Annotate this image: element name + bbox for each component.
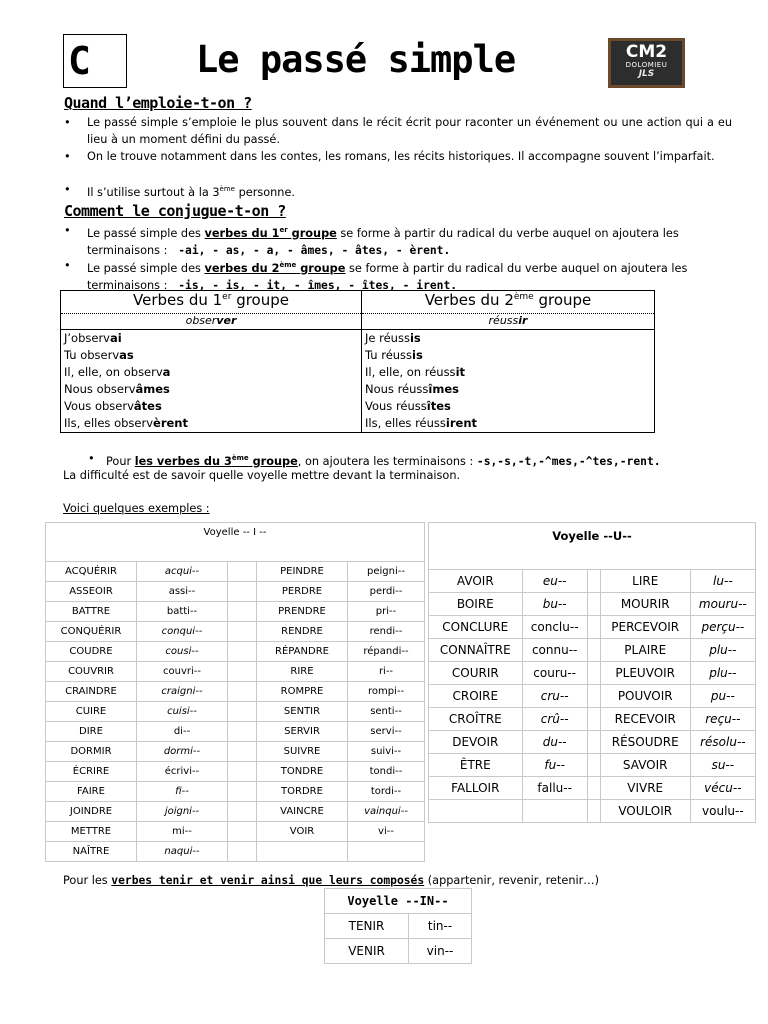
verb-stem: reçu--	[690, 708, 755, 731]
spacer-cell	[587, 616, 600, 639]
section2-bullet-2	[64, 257, 732, 294]
verb-infinitive: METTRE	[46, 822, 137, 842]
verb-stem: tondi--	[348, 762, 425, 782]
spacer-cell	[587, 777, 600, 800]
verb-infinitive: CONQUÉRIR	[46, 622, 137, 642]
vowel-in-title: Voyelle --IN--	[325, 889, 472, 914]
verb-stem: pu--	[690, 685, 755, 708]
conjugation-row: Vous réussîtes	[365, 399, 451, 413]
group2-conjugation	[362, 330, 655, 433]
table-row	[429, 639, 756, 662]
conjugation-ending: as	[119, 348, 134, 362]
spacer-cell	[228, 562, 257, 582]
verb-stem: conclu--	[522, 616, 587, 639]
vowel-u-table	[428, 522, 756, 823]
spacer-cell	[228, 602, 257, 622]
conjugation-ending: îtes	[426, 399, 451, 413]
conjugation-ending: is	[412, 348, 423, 362]
bullet-text: Le passé simple des verbes du 1er groupe se forme à partir du radical du verbe auquel on ajoutera les terminaisons : -ai, - as, - a, - âmes, - âtes, - èrent.	[87, 226, 679, 257]
verb-stem: voulu--	[690, 800, 755, 823]
verb-stem: fu--	[522, 754, 587, 777]
verb-infinitive: DIRE	[46, 722, 137, 742]
verb-infinitive: DEVOIR	[429, 731, 523, 754]
vowel-in-table	[324, 888, 472, 964]
verb-stem: du--	[522, 731, 587, 754]
verb-infinitive: FAIRE	[46, 782, 137, 802]
table-row	[429, 570, 756, 593]
spacer-cell	[228, 802, 257, 822]
verb-infinitive: RÉPANDRE	[257, 642, 348, 662]
verb-infinitive: SERVIR	[257, 722, 348, 742]
verb-infinitive: DORMIR	[46, 742, 137, 762]
verb-stem: cru--	[522, 685, 587, 708]
verb-stem: pri--	[348, 602, 425, 622]
table-row	[429, 662, 756, 685]
verb-stem: senti--	[348, 702, 425, 722]
verb-infinitive: SAVOIR	[600, 754, 690, 777]
verb-stem: dormi--	[137, 742, 228, 762]
vowel-u-title: Voyelle --U--	[429, 523, 756, 570]
table-row	[46, 702, 425, 722]
verb-stem: peigni--	[348, 562, 425, 582]
logo-line3: JLS	[638, 69, 655, 79]
verb-infinitive: ACQUÉRIR	[46, 562, 137, 582]
conjugation-row: Tu réussis	[365, 348, 423, 362]
bullet-text: On le trouve notamment dans les contes, les romans, les récits historiques. Il accompagne souvent l’imparfait.	[87, 150, 715, 163]
table-row	[46, 682, 425, 702]
verb-stem: naqui--	[137, 842, 228, 862]
bullet-dot: •	[64, 116, 71, 129]
empty-cell	[257, 842, 348, 862]
verb-stem: plu--	[690, 662, 755, 685]
page-title: Le passé simple	[196, 38, 516, 81]
bullet-dot: •	[64, 259, 71, 272]
verb-stem: craigni--	[137, 682, 228, 702]
verb-stem: bu--	[522, 593, 587, 616]
verb-infinitive: POUVOIR	[600, 685, 690, 708]
verb-stem: cuisi--	[137, 702, 228, 722]
verb-stem: vainqui--	[348, 802, 425, 822]
verb-infinitive: RENDRE	[257, 622, 348, 642]
table-row	[46, 842, 425, 862]
verb-infinitive: TENIR	[325, 914, 409, 939]
table-row	[46, 742, 425, 762]
verb-stem: fallu--	[522, 777, 587, 800]
verb-infinitive: SENTIR	[257, 702, 348, 722]
bullet-text: Pour les verbes du 3ème groupe, on ajoutera les terminaisons : -s,-s,-t,-^mes,-^tes,-rent.	[106, 454, 661, 468]
verb-stem: vin--	[409, 939, 472, 964]
tenir-venir-note: Pour les verbes tenir et venir ainsi que leurs composés (appartenir, revenir, retenir…)	[63, 874, 599, 887]
verb-stem: vécu--	[690, 777, 755, 800]
verb-stem: servi--	[348, 722, 425, 742]
verb-infinitive: TORDRE	[257, 782, 348, 802]
table-row	[46, 722, 425, 742]
verb-infinitive: PERCEVOIR	[600, 616, 690, 639]
vowel-i-table	[45, 522, 425, 862]
verb-infinitive: CONNAÎTRE	[429, 639, 523, 662]
verb-stem: di--	[137, 722, 228, 742]
table-row	[325, 914, 472, 939]
spacer-cell	[228, 682, 257, 702]
verb-stem: suivi--	[348, 742, 425, 762]
spacer-cell	[587, 685, 600, 708]
verb-infinitive: ÉCRIRE	[46, 762, 137, 782]
spacer-cell	[587, 570, 600, 593]
table-row	[429, 708, 756, 731]
verb-stem: perdi--	[348, 582, 425, 602]
verb-infinitive: PLEUVOIR	[600, 662, 690, 685]
spacer-cell	[228, 642, 257, 662]
verb-stem: cousi--	[137, 642, 228, 662]
table-row	[46, 782, 425, 802]
verb-stem: joigni--	[137, 802, 228, 822]
conjugation-row: Tu observas	[64, 348, 134, 362]
spacer-cell	[228, 722, 257, 742]
logo-line1: CM2	[625, 42, 668, 62]
verb-stem: rendi--	[348, 622, 425, 642]
verb-infinitive: AVOIR	[429, 570, 523, 593]
verb-infinitive: CUIRE	[46, 702, 137, 722]
verb-infinitive: VENIR	[325, 939, 409, 964]
chapter-letter: C	[68, 39, 91, 83]
verb-infinitive: RIRE	[257, 662, 348, 682]
spacer-cell	[228, 762, 257, 782]
bullet-dot: •	[64, 150, 71, 163]
conjugation-row: Je réussis	[365, 331, 421, 345]
spacer-cell	[228, 622, 257, 642]
spacer-cell	[587, 731, 600, 754]
spacer-cell	[228, 662, 257, 682]
section2-bullet-1	[64, 222, 732, 259]
verb-infinitive: FALLOIR	[429, 777, 523, 800]
verb-stem: eu--	[522, 570, 587, 593]
conjugation-row: Vous observâtes	[64, 399, 162, 413]
verb-infinitive: CRAINDRE	[46, 682, 137, 702]
verb-stem: fi--	[137, 782, 228, 802]
conjugation-ending: a	[162, 365, 171, 379]
table-row	[46, 582, 425, 602]
chapter-letter-box	[63, 34, 127, 88]
conjugation-ending: irent	[445, 416, 478, 430]
verb-stem: résolu--	[690, 731, 755, 754]
verb-stem: mi--	[137, 822, 228, 842]
verb-stem: conqui--	[137, 622, 228, 642]
verb-stem: assi--	[137, 582, 228, 602]
verb-infinitive: MOURIR	[600, 593, 690, 616]
verb-stem: couru--	[522, 662, 587, 685]
verb-infinitive: BOIRE	[429, 593, 523, 616]
logo-line2: DOLOMIEU	[625, 61, 668, 69]
conjugation-ending: âtes	[133, 399, 162, 413]
verb-infinitive: CROIRE	[429, 685, 523, 708]
verb-stem: répandi--	[348, 642, 425, 662]
conjugation-ending: îmes	[428, 382, 459, 396]
conjugation-row: Ils, elles observèrent	[64, 416, 188, 430]
bullet-text: Le passé simple des verbes du 2ème groupe se forme à partir du radical du verbe auquel on ajoutera les terminaisons : -is, - is, - it, - îmes, - îtes, - irent.	[87, 261, 688, 292]
verb-infinitive: PRENDRE	[257, 602, 348, 622]
verb-infinitive: SUIVRE	[257, 742, 348, 762]
verb-stem: couvri--	[137, 662, 228, 682]
verb-infinitive: CROÎTRE	[429, 708, 523, 731]
verb-stem: connu--	[522, 639, 587, 662]
spacer-cell	[587, 662, 600, 685]
table-row	[429, 593, 756, 616]
conjugation-ending: is	[409, 331, 421, 345]
verb-stem: ri--	[348, 662, 425, 682]
section1-bullet-2	[64, 148, 732, 165]
verb-stem: plu--	[690, 639, 755, 662]
verb-infinitive: ROMPRE	[257, 682, 348, 702]
vowel-i-title: Voyelle -- I --	[46, 523, 425, 562]
table-row	[429, 731, 756, 754]
table-row	[46, 822, 425, 842]
verb-infinitive: BATTRE	[46, 602, 137, 622]
verb-infinitive: PERDRE	[257, 582, 348, 602]
table-row	[429, 616, 756, 639]
verb-infinitive: JOINDRE	[46, 802, 137, 822]
table-row	[429, 777, 756, 800]
table-row	[46, 562, 425, 582]
verb-infinitive: ASSEOIR	[46, 582, 137, 602]
spacer-cell	[587, 639, 600, 662]
section2-heading: Comment le conjugue-t-on ?	[64, 202, 286, 220]
table-row	[325, 939, 472, 964]
verb-infinitive: PEINDRE	[257, 562, 348, 582]
verb-infinitive: COURIR	[429, 662, 523, 685]
verb-stem: tin--	[409, 914, 472, 939]
verb-stem: perçu--	[690, 616, 755, 639]
verb-stem: acqui--	[137, 562, 228, 582]
conjugation-row: Il, elle, on réussit	[365, 365, 466, 379]
conjugation-ending: ai	[109, 331, 122, 345]
conjugation-row: Il, elle, on observa	[64, 365, 171, 379]
verb-infinitive: VOULOIR	[600, 800, 690, 823]
conjugation-ending: èrent	[153, 416, 188, 430]
verb-infinitive: RÉSOUDRE	[600, 731, 690, 754]
conjugation-row: Nous observâmes	[64, 382, 170, 396]
spacer-cell	[228, 702, 257, 722]
spacer-cell	[228, 842, 257, 862]
verb-infinitive: ÊTRE	[429, 754, 523, 777]
spacer-cell	[228, 822, 257, 842]
empty-cell	[429, 800, 523, 823]
conjugation-ending: âmes	[135, 382, 170, 396]
verb-stem: vi--	[348, 822, 425, 842]
verb-stem: su--	[690, 754, 755, 777]
bullet-text: Le passé simple s’emploie le plus souvent dans le récit écrit pour raconter un événement ou une action qui a eu lieu à un moment défini du passé.	[87, 116, 732, 146]
bullet-dot: •	[64, 183, 71, 196]
empty-cell	[348, 842, 425, 862]
conjugation-ending: it	[455, 365, 466, 379]
verb-stem: crû--	[522, 708, 587, 731]
spacer-cell	[228, 742, 257, 762]
verb-stem: tordi--	[348, 782, 425, 802]
table-row	[46, 762, 425, 782]
verb-stem: mouru--	[690, 593, 755, 616]
verb-infinitive: VAINCRE	[257, 802, 348, 822]
verb-infinitive: COUVRIR	[46, 662, 137, 682]
empty-cell	[522, 800, 587, 823]
spacer-cell	[228, 782, 257, 802]
verb-infinitive: COUDRE	[46, 642, 137, 662]
verb-stem: rompi--	[348, 682, 425, 702]
verb-stem: lu--	[690, 570, 755, 593]
group1-model-verb: observer	[61, 314, 362, 330]
verb-infinitive: TONDRE	[257, 762, 348, 782]
section1-bullet-1	[64, 114, 732, 148]
verb-infinitive: PLAIRE	[600, 639, 690, 662]
table-row	[46, 802, 425, 822]
verb-infinitive: RECEVOIR	[600, 708, 690, 731]
table-row	[429, 800, 756, 823]
class-logo	[608, 38, 685, 88]
spacer-cell	[228, 582, 257, 602]
section1-heading: Quand l’emploie-t-on ?	[64, 94, 252, 112]
spacer-cell	[587, 754, 600, 777]
table-row	[46, 662, 425, 682]
bullet-dot: •	[88, 452, 95, 465]
verb-infinitive: VOIR	[257, 822, 348, 842]
group2-header: Verbes du 2ème groupe	[362, 291, 655, 314]
conjugation-row: Nous réussîmes	[365, 382, 459, 396]
table-row	[429, 685, 756, 708]
spacer-cell	[587, 708, 600, 731]
table-row	[46, 642, 425, 662]
spacer-cell	[587, 800, 600, 823]
group1-header: Verbes du 1er groupe	[61, 291, 362, 314]
bullet-dot: •	[64, 224, 71, 237]
spacer-cell	[587, 593, 600, 616]
conjugation-table	[60, 290, 655, 433]
difficulty-note: La difficulté est de savoir quelle voyelle mettre devant la terminaison.	[63, 469, 461, 482]
conjugation-row: Ils, elles réussirent	[365, 416, 478, 430]
group2-model-verb: réussir	[362, 314, 655, 330]
examples-title: Voici quelques exemples :	[63, 502, 210, 515]
conjugation-row: J’observai	[64, 331, 122, 345]
verb-infinitive: VIVRE	[600, 777, 690, 800]
verb-infinitive: CONCLURE	[429, 616, 523, 639]
verb-stem: batti--	[137, 602, 228, 622]
bullet-text: Il s’utilise surtout à la 3ème personne.	[87, 185, 295, 199]
table-row	[429, 754, 756, 777]
verb-infinitive: NAÎTRE	[46, 842, 137, 862]
section1-bullet-3	[64, 181, 732, 201]
table-row	[46, 622, 425, 642]
group1-conjugation	[61, 330, 362, 433]
table-row	[46, 602, 425, 622]
verb-infinitive: LIRE	[600, 570, 690, 593]
verb-stem: écrivi--	[137, 762, 228, 782]
